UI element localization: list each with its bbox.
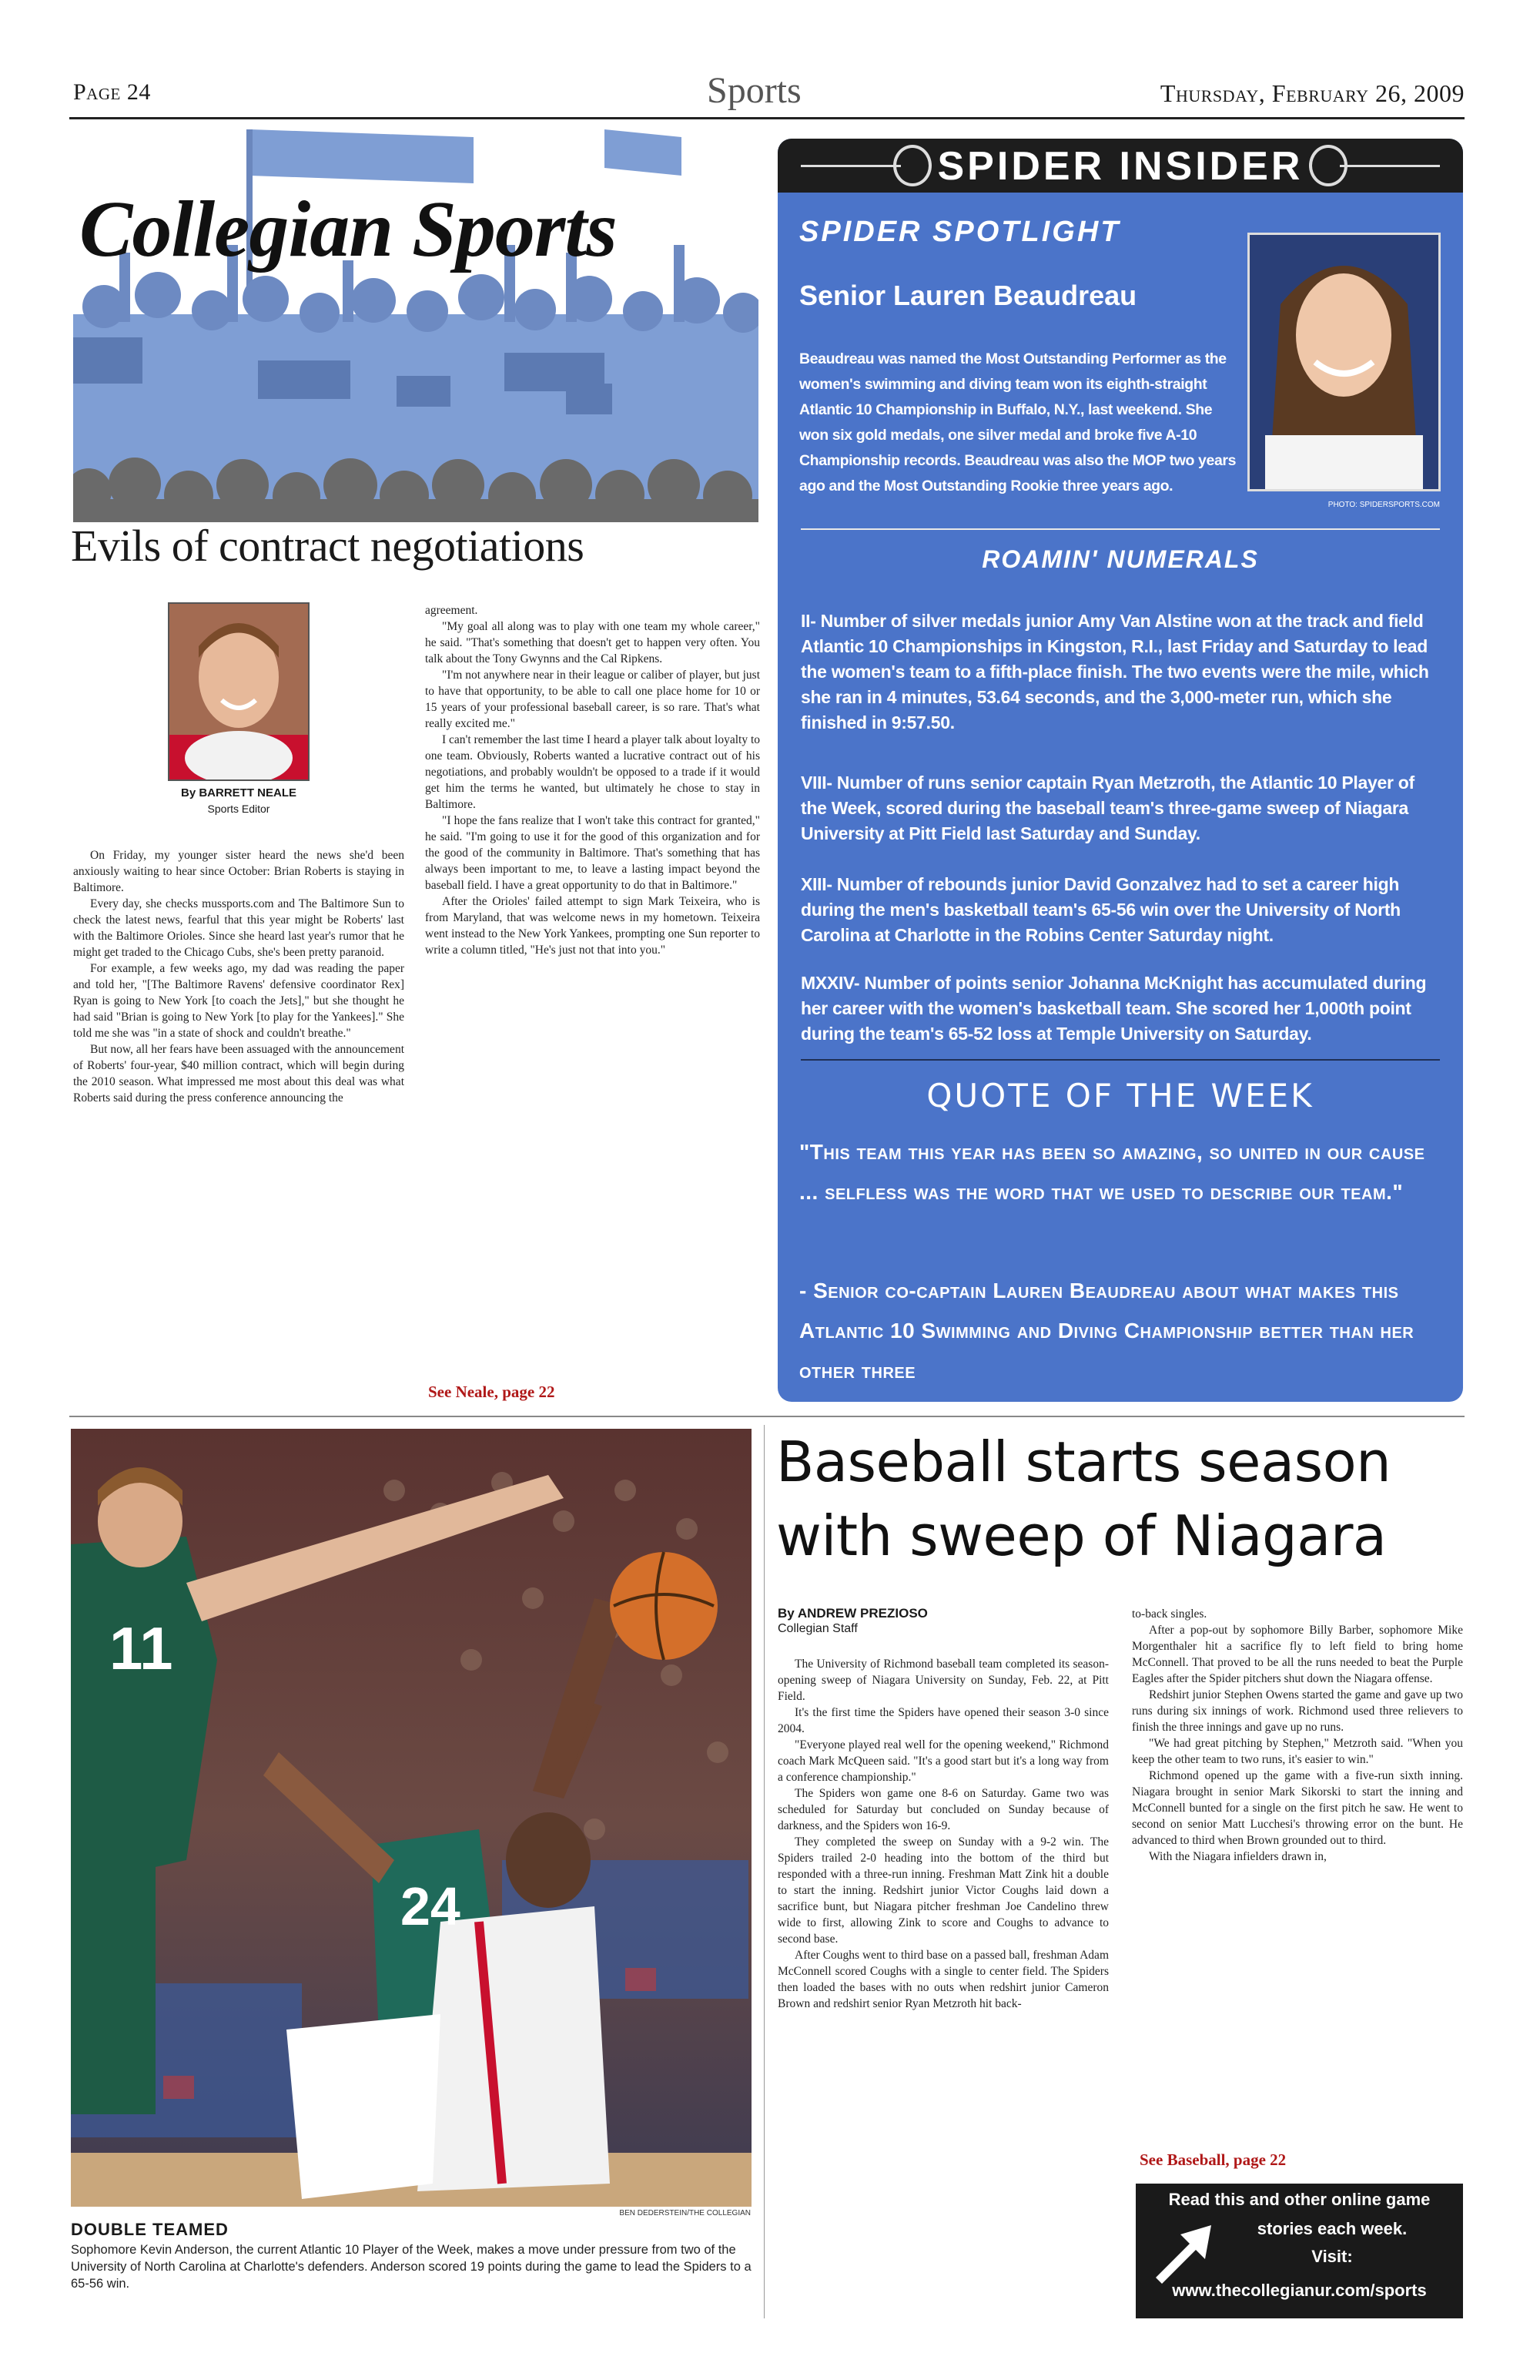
columnist-photo — [168, 602, 310, 781]
issue-date: Thursday, February 26, 2009 — [1160, 79, 1465, 107]
photo-caption-title: DOUBLE TEAMED — [71, 2220, 229, 2239]
baseball-paragraph: The Spiders won game one 8-6 on Saturday. Game two was scheduled for Saturday but concluded on Sunday because of darkness, and the Spiders won 16-9. — [778, 1787, 1109, 1832]
column-paragraph: After the Orioles' failed attempt to sign Mark Teixeira, who is from Maryland, that was welcome news in my hometown. Teixeira went instead to the New York Yankees, prompting one Sun reporter to write a column titled, "He's just not that into you." — [425, 895, 760, 957]
basketball-action-image — [71, 1429, 752, 2207]
baseball-paragraph: With the Niagara infielders drawn in, — [1149, 1850, 1327, 1863]
numeral-item — [801, 608, 1440, 736]
baseball-paragraph: They completed the sweep on Sunday with a 9-2 win. The Spiders trailed 2-0 heading into the bottom of the third but responded with a three-run inning. Freshman Matt Zink hit a double to start the inning. Redshirt junior Victor Coughs laid down a sacrifice bunt, but Niagara pitcher freshman Joe Candelino threw wide to first, allowing Zink to score and Coughs to advance to second base. — [778, 1835, 1109, 1946]
baseball-paragraph: Redshirt junior Stephen Owens started the game and gave up two runs during six innings of work. Richmond used three relievers to finish the three innings and gave up no runs. — [1132, 1688, 1463, 1734]
numeral-roman: XIII — [801, 874, 827, 894]
column-byline — [154, 786, 323, 816]
spotlight-photo-credit: PHOTO: SPIDERSPORTS.COM — [1327, 501, 1440, 509]
column-paragraph: For example, a few weeks ago, my dad was reading the paper and told her, "[The Baltimore Ravens' defensive coordinator Rex] Ryan is going to New York [to coach the Jets]," but she thought he had said "Brian is going to New York [to play for the Yankees]." She told me she was "in a state of shock and couldn't breathe." — [73, 962, 404, 1040]
promo-url[interactable]: www.thecollegianur.com/sports — [1172, 2281, 1427, 2300]
column-paragraph: "I hope the fans realize that I won't take this contract for granted," he said. "I'm going to use it for the good of this organization and for the good of the community in Baltimore. That's something that has always been important to me, to leave a lasting impact beyond the baseball field. I have a great opportunity to do that in Baltimore." — [425, 814, 760, 892]
column-byline-name: By BARRETT NEALE — [180, 786, 296, 799]
numeral-text: - Number of runs senior captain Ryan Metzroth, the Atlantic 10 Player of the Week, scored during the baseball team's three-game sweep of Niagara University at Pitt Field last Saturday and Sunday. — [801, 773, 1414, 843]
column-paragraph: On Friday, my younger sister heard the news she'd been anxiously waiting to hear since October: Brian Roberts is staying in Baltimore. — [73, 849, 404, 894]
column-jump-link[interactable]: See Neale, page 22 — [428, 1383, 555, 1401]
column-paragraph: "I'm not anywhere near in their league or caliber of player, but just to have that opportunity, to be able to call one place home for 10 or 15 years of your professional baseball career, is so rare. That's what really excited me." — [425, 669, 760, 730]
numeral-roman: MXXIV — [801, 973, 854, 993]
spotlight-photo — [1247, 233, 1441, 491]
promo-line3: Visit: — [1311, 2247, 1353, 2266]
banner-title: Collegian Sports — [79, 185, 617, 273]
baseball-byline — [778, 1606, 928, 1637]
collegian-sports-banner — [73, 129, 758, 522]
baseball-jump-link[interactable]: See Baseball, page 22 — [1140, 2150, 1287, 2169]
quote-label: QUOTE OF THE WEEK — [926, 1077, 1314, 1115]
column-paragraph: I can't remember the last time I heard a player talk about loyalty to one team. Obviously, Roberts wanted a lucrative contract out of his negotiations, and probably wouldn't be opposed to a trade if it would get him the terms he wanted, but ultimately he chose to stay in Baltimore. — [425, 733, 760, 811]
numeral-item — [801, 770, 1440, 846]
insider-title: SPIDER INSIDER — [937, 144, 1304, 189]
baseball-byline-name: By ANDREW PREZIOSO — [778, 1606, 928, 1621]
jersey-number-left: 11 — [109, 1614, 173, 1682]
quote-rule — [801, 1059, 1440, 1061]
spotlight-label: SPIDER SPOTLIGHT — [799, 216, 1121, 248]
baseball-headline-line1: Baseball starts season — [776, 1430, 1391, 1494]
insider-title-bar — [778, 139, 1463, 193]
columnist-portrait — [169, 604, 308, 779]
section-rule — [69, 1416, 1465, 1417]
numeral-roman: II — [801, 611, 811, 631]
baseball-paragraph: "Everyone played real well for the opening weekend," Richmond coach Mark McQueen said. "It's a good start but it's a long way from a conference championship." — [778, 1738, 1109, 1784]
jersey-number-mid: 24 — [400, 1876, 460, 1936]
header-rule — [69, 117, 1465, 119]
baseball-headline — [776, 1425, 1469, 1573]
column-paragraph: agreement. — [425, 604, 478, 617]
baseball-byline-title: Collegian Staff — [778, 1622, 858, 1635]
numeral-text: - Number of points senior Johanna McKnight has accumulated during her career with the women's basketball team. She scored her 1,000th point during the team's 65-52 loss at Temple University on Saturday. — [801, 973, 1427, 1044]
spotlight-text: Beaudreau was named the Most Outstanding Performer as the women's swimming and diving team won its eighth-straight Atlantic 10 Championship in Buffalo, N.Y., last weekend. She won six gold medals, one silver medal and broke five A-10 Championship records. Beaudreau was also the MOP two years ago and the Most Outstanding Rookie three years ago. — [799, 350, 1237, 494]
column-byline-title: Sports Editor — [207, 803, 270, 815]
column-headline: Evils of contract negotiations — [71, 521, 584, 571]
numeral-roman: VIII — [801, 773, 827, 793]
column-left-text — [73, 847, 404, 1106]
baseball-paragraph: "We had great pitching by Stephen," Metzroth said. "When you keep the other team to two runs, it's easier to win." — [1132, 1737, 1463, 1766]
quote-attribution: - Senior co-captain Lauren Beaudreau about what makes this Atlantic 10 Swimming and Diving Championship better than her other three — [799, 1279, 1414, 1383]
photo-credit: BEN DEDERSTEIN/THE COLLEGIAN — [619, 2209, 751, 2217]
baseball-right-text — [1132, 1606, 1463, 1865]
column-right-text — [425, 602, 760, 958]
numerals-label: ROAMIN' NUMERALS — [982, 545, 1259, 573]
spotlight-name: Senior Lauren Beaudreau — [799, 280, 1137, 311]
baseball-left-text — [778, 1656, 1109, 2012]
column-paragraph: But now, all her fears have been assuaged with the announcement of Roberts' four-year, $40 million contract, which will begin during the 2010 season. What impressed me most about this deal was what Roberts said during the press conference announcing the — [73, 1043, 404, 1105]
quote-text: "This team this year has been so amazing, so united in our cause ... selfless was the word that we used to describe our team." — [799, 1140, 1425, 1204]
photo-caption-text: Sophomore Kevin Anderson, the current Atlantic 10 Player of the Week, makes a move under pressure from two of the University of North Carolina at Charlotte's defenders. Anderson scored 19 points during the game to lead the Spiders to a 65-56 win. — [71, 2243, 752, 2291]
baseball-paragraph: The University of Richmond baseball team completed its season-opening sweep of Niagara University on Sunday, Feb. 22, at Pitt Field. — [778, 1658, 1109, 1703]
spider-insider-box — [778, 139, 1463, 1402]
numeral-text: - Number of silver medals junior Amy Van Alstine won at the track and field Atlantic 10 Championships in Kingston, R.I., last Friday and Saturday to lead the women's team to a fifth-place finish. The two events were the mile, which she ran in 4 minutes, 53.64 seconds, and the 3,000-meter run, which she finished in 9:57.50. — [801, 611, 1429, 732]
insider-rule-right — [1340, 165, 1440, 167]
baseball-headline-line2: with sweep of Niagara — [776, 1503, 1387, 1568]
column-divider — [764, 1425, 765, 2318]
column-paragraph: "My goal all along was to play with one team my whole career," he said. "That's something that doesn't get to happen very often. You talk about the Tony Gwynns and the Cal Ripkens. — [425, 620, 760, 665]
online-promo-box[interactable] — [1136, 2184, 1463, 2318]
baseball-paragraph: to-back singles. — [1132, 1607, 1207, 1621]
numeral-item — [801, 970, 1440, 1047]
page-number: Page 24 — [73, 79, 151, 105]
section-title: Sports — [707, 70, 802, 111]
numeral-item — [801, 872, 1440, 948]
promo-line1: Read this and other online game — [1168, 2190, 1431, 2209]
baseball-paragraph: Richmond opened up the game with a five-run sixth inning. Niagara brought in senior Mark Sikorski to start the inning and McConnell bunted for a single on the first pitch he saw. He went to second on senior Matt Lucchesi's throwing error on the bunt. He advanced to third when Brown grounded out to third. — [1132, 1769, 1463, 1847]
baseball-paragraph: It's the first time the Spiders have opened their season 3-0 since 2004. — [778, 1706, 1109, 1735]
baseball-paragraph: After Coughs went to third base on a passed ball, freshman Adam McConnell scored Coughs with a single to center field. The Spiders then loaded the bases with no outs when redshirt junior Cameron Brown and redshirt senior Ryan Metzroth hit back- — [778, 1949, 1109, 2010]
numeral-text: - Number of rebounds junior David Gonzalvez had to set a career high during the men's basketball team's 65-56 win over the University of North Carolina at Charlotte in the Robins Center Saturday night. — [801, 874, 1401, 945]
numerals-rule — [801, 528, 1440, 530]
baseball-paragraph: After a pop-out by sophomore Billy Barber, sophomore Mike Morgenthaler hit a sacrifice fly to left field to bring home McConnell. That proved to be all the runs needed to beat the Purple Eagles after the Spider pitchers shut down the Niagara offense. — [1132, 1624, 1463, 1685]
column-paragraph: Every day, she checks mussports.com and The Baltimore Sun to check the latest news, fearful that this year might be Roberts' last with the Baltimore Orioles. Since she heard last year's rumor that he might get traded to the Chicago Cubs, she's been pretty paranoid. — [73, 897, 404, 959]
basketball-photo — [71, 1429, 752, 2207]
arrow-cursor-icon — [1150, 2221, 1219, 2290]
promo-line2: stories each week. — [1257, 2219, 1408, 2238]
spotlight-portrait — [1250, 235, 1438, 489]
